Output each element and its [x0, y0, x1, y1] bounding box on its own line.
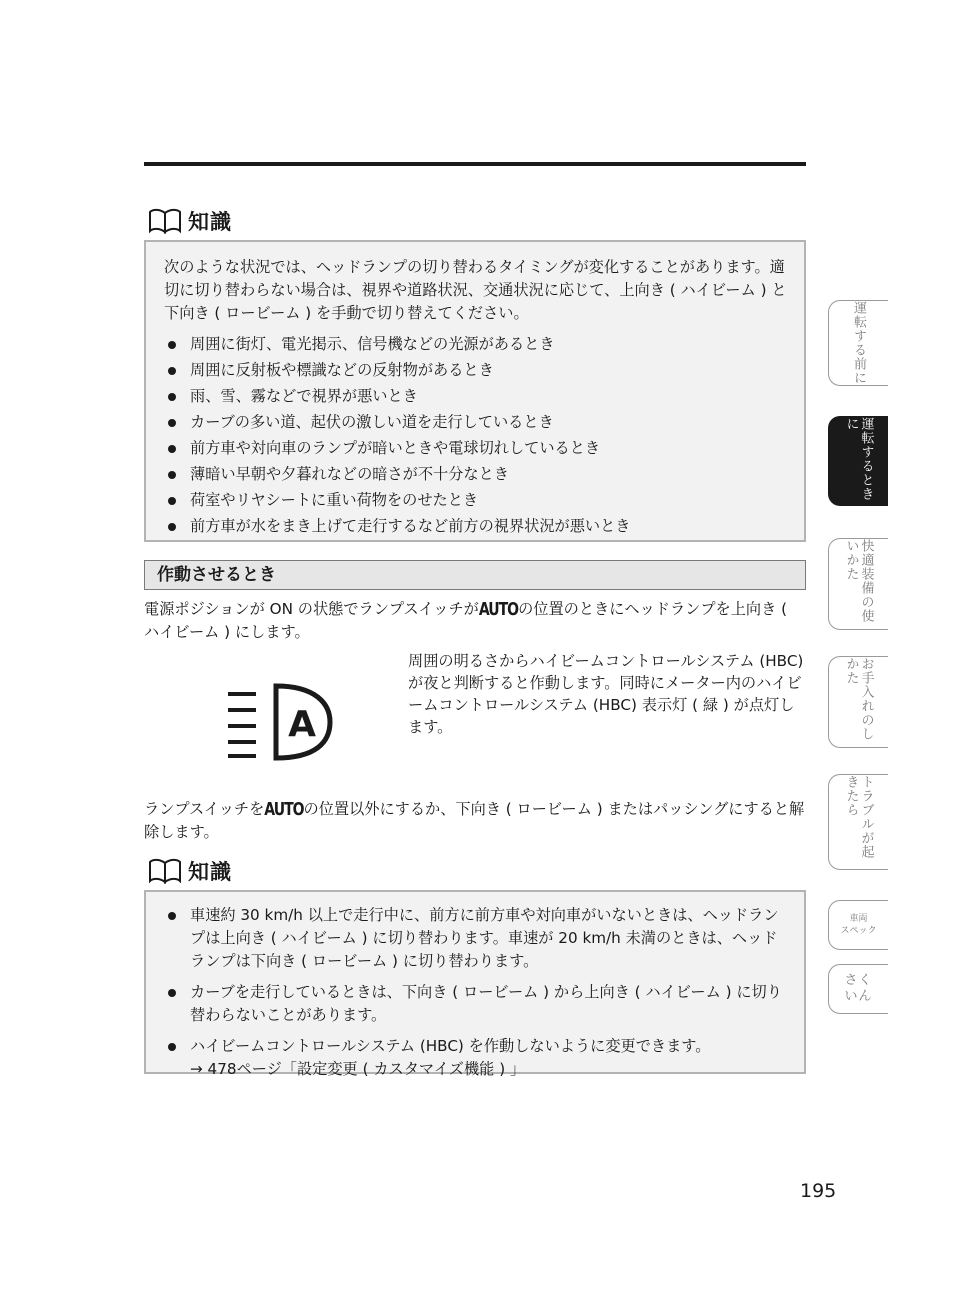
section-paragraph-1: [144, 598, 806, 643]
knowledge-box-1: [144, 240, 806, 542]
tab-before-driving[interactable]: [828, 300, 888, 386]
tab-label-line: スペック: [840, 926, 877, 936]
list-item: 周囲に街灯、電光掲示、信号機などの光源があるとき: [164, 333, 790, 356]
section-paragraph-2: [144, 798, 806, 843]
knowledge-box-2: [144, 890, 806, 1078]
section-header: 作動させるとき: [144, 560, 806, 590]
list-item: 薄暗い早朝や夕暮れなどの暗さが不十分なとき: [164, 463, 790, 486]
tab-troubleshooting[interactable]: [828, 774, 888, 870]
list-item: カーブを走行しているときは、下向き ( ロービーム ) から上向き ( ハイビーム ) に切り替わらないことがあります。: [164, 981, 790, 1027]
hbc-description: 周囲の明るさからハイビームコントロールシステム (HBC) が夜と判断すると作動します。同時にメーター内のハイビームコントロールシステム (HBC) 表示灯 ( 緑 ) が点灯します。: [408, 652, 804, 736]
tab-label: [840, 913, 876, 937]
auto-badge: AUTO: [264, 800, 304, 820]
tab-label: 快適装備の使いかた: [843, 539, 874, 623]
high-beam-auto-icon: [222, 680, 334, 762]
open-book-icon: [148, 858, 182, 884]
list-item: 前方車や対向車のランプが暗いときや電球切れしているとき: [164, 437, 790, 460]
knowledge-heading-text: 知識: [188, 860, 232, 884]
box2-list: [164, 904, 790, 1081]
auto-badge: AUTO: [478, 600, 519, 620]
tab-label: 運転するときに: [843, 417, 874, 501]
tab-comfort-features[interactable]: [828, 538, 888, 630]
list-item: 周囲に反射板や標識などの反射物があるとき: [164, 359, 790, 382]
knowledge-heading-text: 知識: [188, 210, 232, 234]
para1-text-a: 電源ポジションが ON の状態でランプスイッチが: [144, 600, 479, 618]
tab-vehicle-specs[interactable]: [828, 900, 888, 950]
page-reference-link[interactable]: → 478ページ「設定変更 ( カスタマイズ機能 ) 」: [190, 1060, 526, 1078]
tab-label-line: いん: [844, 989, 873, 1004]
icon-letter: A: [288, 704, 316, 745]
tab-label-line: さく: [844, 973, 873, 988]
list-item: 車速約 30 km/h 以上で走行中に、前方に前方車や対向車がいないときは、ヘッドランプは上向き ( ハイビーム ) に切り替わります。車速が 20 km/h 未満のときは、ヘッドランプは下向き ( ロービーム ) に切り替わります。: [164, 904, 790, 973]
top-rule: [144, 162, 806, 166]
para2-text-a: ランプスイッチを: [144, 800, 265, 818]
list-item: 荷室やリヤシートに重い荷物をのせたとき: [164, 489, 790, 512]
tab-label: トラブルが起きたら: [843, 775, 874, 859]
para1-text-b: の位置のときにヘッドランプを上向き ( ハイビーム ) にします。: [144, 600, 788, 641]
knowledge-heading-1: [148, 206, 232, 236]
list-item: カーブの多い道、起伏の激しい道を走行しているとき: [164, 411, 790, 434]
list-item: [164, 1035, 790, 1081]
tab-label: お手入れのしかた: [843, 657, 874, 741]
box1-list: [164, 333, 790, 538]
tab-while-driving[interactable]: [828, 416, 888, 506]
list-item: 雨、雪、霧などで視界が悪いとき: [164, 385, 790, 408]
box1-intro: 次のような状況では、ヘッドランプの切り替わるタイミングが変化することがあります。適切に切り替わらない場合は、視界や道路状況、交通状況に応じて、上向き ( ハイビーム ) と下向き ( ロービーム ) を手動で切り替えてください。: [164, 258, 787, 322]
tab-label: 運転する前に: [851, 301, 866, 385]
tab-index[interactable]: [828, 964, 888, 1014]
tab-label-line: 車両: [849, 914, 868, 924]
para2-text-b: の位置以外にするか、下向き ( ロービーム ) またはパッシングにすると解除します。: [144, 800, 805, 841]
knowledge-heading-2: [148, 856, 232, 886]
page-number: 195: [800, 1180, 837, 1202]
open-book-icon: [148, 208, 182, 234]
tab-label: [844, 973, 872, 1005]
list-item: 前方車が水をまき上げて走行するなど前方の視界状況が悪いとき: [164, 515, 790, 538]
tab-maintenance[interactable]: [828, 656, 888, 748]
list-item-text: ハイビームコントロールシステム (HBC) を作動しないように変更できます。: [190, 1037, 711, 1055]
